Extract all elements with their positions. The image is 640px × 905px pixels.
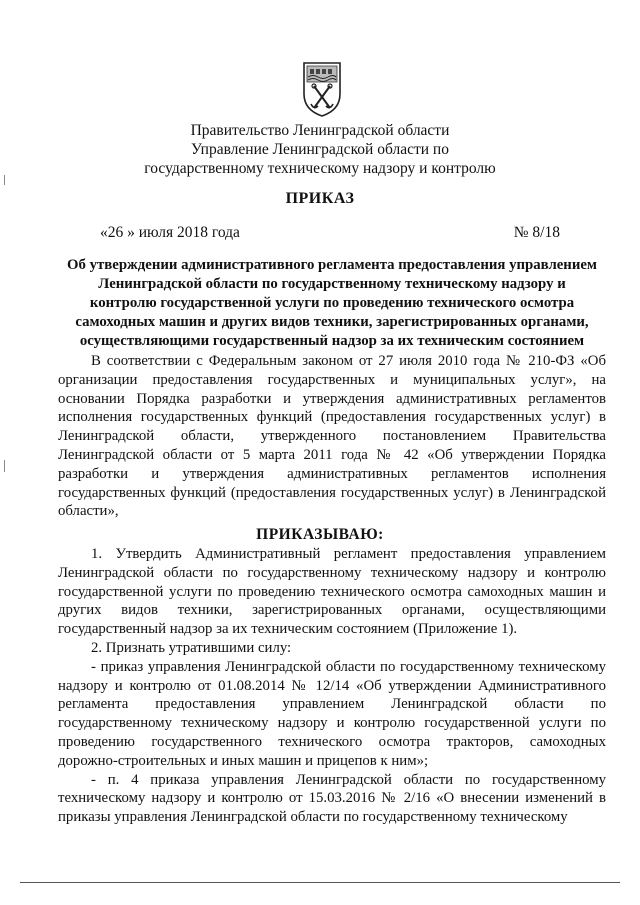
page-bottom-rule xyxy=(20,882,620,883)
header-line-3: государственному техническому надзору и контролю xyxy=(144,160,496,177)
document-subject xyxy=(58,256,606,351)
subject-line: контролю государственной услуги по проведению технического осмотра xyxy=(89,295,575,311)
order-item-2b: - п. 4 приказа управления Ленинградской области по государственному техническому надзору и контролю от 15.03.2016 № 2/16 «О внесении изменений в приказы управления Ленинградской области по государственному техническому xyxy=(58,771,606,826)
order-item-2a: - приказ управления Ленинградской области по государственному техническому надзору и контролю от 01.08.2014 № 12/14 «Об утверждении Административного регламента предоставления управлением Ленинградской области по государственному техническому надзору и контролю государственной услуги по проведению государственного технического осмотра тракторов, самоходных дорожно-строительных и иных машин и прицепов к ним»; xyxy=(58,658,606,769)
document-number: № 8/18 xyxy=(513,224,560,241)
order-items xyxy=(58,545,606,827)
header-line-2: Управление Ленинградской области по xyxy=(191,141,449,158)
header-line-1: Правительство Ленинградской области xyxy=(190,122,450,139)
scan-mark xyxy=(4,460,5,472)
preamble-paragraph: В соответствии с Федеральным законом от 27 июля 2010 года № 210-ФЗ «Об организации предоставления государственных и муниципальных услуг», на основании Порядка разработки и утверждения административных регламентов исполнения государственных функций (предоставления государственных услуг) в Ленинградской области, утвержденного постановлением Правительства Ленинградской области от 5 марта 2011 года № 42 «Об утверждении Порядка разработки и утверждения административных регламентов исполнения государственных функций (предоставления государственных услуг) в Ленинградской области», xyxy=(58,353,606,520)
subject-line: самоходных машин и других видов техники, зарегистрированных органами, xyxy=(75,314,589,330)
order-item-1: 1. Утвердить Административный регламент предоставления управлением Ленинградской области по государственному техническому надзору и контролю государственной услуги по проведению технического осмотра самоходных машин и других видов техники, зарегистрированных органами, осуществляющими государственный надзор за их техническим состоянием (Приложение 1). xyxy=(58,546,606,638)
preamble xyxy=(58,352,606,521)
document-date: «26 » июля 2018 года xyxy=(100,224,240,241)
order-directive: ПРИКАЗЫВАЮ: xyxy=(256,526,384,543)
subject-line: Ленинградской области по государственному техническому надзору и xyxy=(98,276,566,292)
subject-line: осуществляющими государственный надзор за их техническим состоянием xyxy=(79,333,585,349)
scan-mark xyxy=(4,175,5,185)
document-title: ПРИКАЗ xyxy=(285,190,355,207)
order-item-2: 2. Признать утратившими силу: xyxy=(91,639,292,656)
coat-of-arms-icon xyxy=(301,60,343,118)
subject-line: Об утверждении административного регламента предоставления управлением xyxy=(66,257,598,273)
issuer-header xyxy=(0,121,640,178)
